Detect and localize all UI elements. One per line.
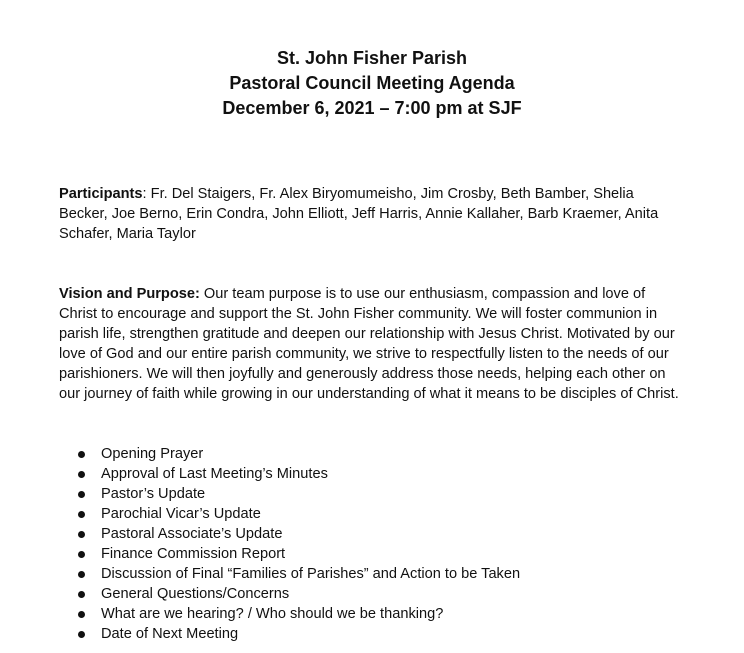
agenda-item [59, 484, 659, 504]
bullet-icon [78, 571, 85, 578]
agenda-item-label: Pastoral Associate’s Update [101, 526, 283, 542]
agenda-item-label: Pastor’s Update [101, 486, 206, 502]
agenda-item-label: Opening Prayer [101, 446, 204, 462]
meeting-date: December 6, 2021 – 7:00 pm at SJF [222, 98, 522, 118]
agenda-item-label: Parochial Vicar’s Update [101, 506, 261, 522]
agenda-item [59, 604, 659, 624]
agenda-item-label: Date of Next Meeting [101, 626, 239, 642]
bullet-icon [78, 611, 85, 618]
agenda-item-label: General Questions/Concerns [101, 586, 290, 602]
meeting-title: Pastoral Council Meeting Agenda [229, 73, 515, 93]
agenda-item [59, 624, 659, 644]
bullet-icon [78, 631, 85, 638]
parish-name: St. John Fisher Parish [276, 48, 468, 68]
agenda-list [59, 444, 659, 644]
document-title [0, 46, 744, 121]
agenda-item [59, 444, 659, 464]
bullet-icon [78, 591, 85, 598]
bullet-icon [78, 471, 85, 478]
vision-label: Vision and Purpose: [59, 286, 200, 302]
agenda-item-label: What are we hearing? / Who should we be thanking? [101, 606, 444, 622]
agenda-item-label: Discussion of Final “Families of Parishes” and Action to be Taken [101, 566, 521, 582]
bullet-icon [78, 531, 85, 538]
participants-section [59, 184, 681, 244]
agenda-item [59, 504, 659, 524]
agenda-item [59, 564, 659, 584]
agenda-item [59, 524, 659, 544]
agenda-item [59, 584, 659, 604]
agenda-item [59, 544, 659, 564]
participants-separator: : [142, 186, 151, 202]
bullet-icon [78, 451, 85, 458]
agenda-item [59, 464, 659, 484]
bullet-icon [78, 491, 85, 498]
agenda-item-label: Finance Commission Report [101, 546, 286, 562]
agenda-item-label: Approval of Last Meeting’s Minutes [101, 466, 328, 482]
vision-text: Our team purpose is to use our enthusiasm, compassion and love of Christ to encourage and support the St. John Fisher community. We will foster communion in parish life, strengthen gratitude and deepen our relationship with Jesus Christ. Motivated by our love of God and our entire parish community, we strive to respectfully listen to the needs of our parishioners. We will then joyfully and generously address those needs, helping each other on our journey of faith while growing in our understanding of what it means to be disciples of Christ. [59, 286, 679, 402]
participants-label: Participants [59, 186, 143, 202]
bullet-icon [78, 551, 85, 558]
participants-list: Fr. Del Staigers, Fr. Alex Biryomumeisho, Jim Crosby, Beth Bamber, Shelia Becker, Joe Berno, Erin Condra, John Elliott, Jeff Harris, Annie Kallaher, Barb Kraemer, Anita Schafer, Maria Taylor [59, 186, 659, 242]
bullet-icon [78, 511, 85, 518]
vision-section [59, 284, 681, 404]
